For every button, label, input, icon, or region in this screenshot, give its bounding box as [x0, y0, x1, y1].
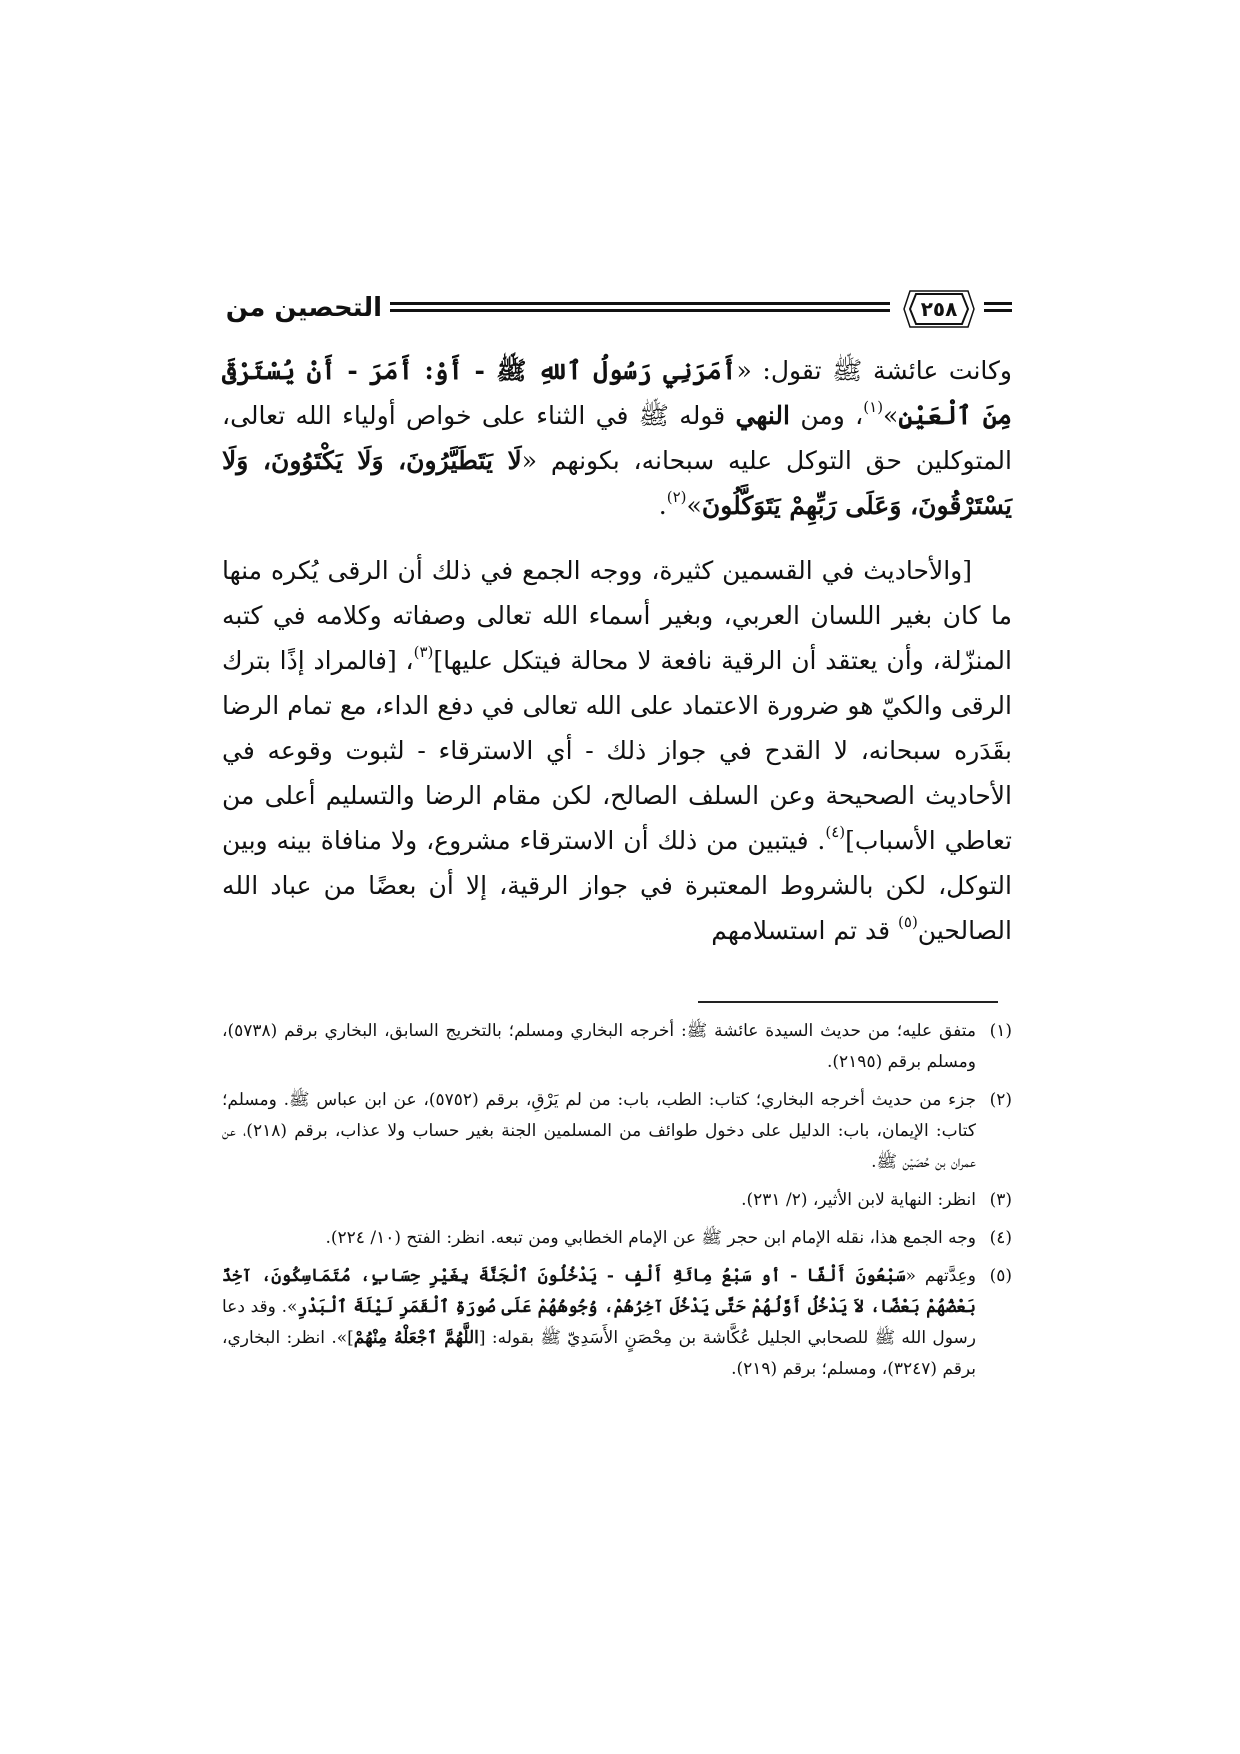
footnote-1 [222, 1016, 1012, 1078]
footnote-ref-1[interactable]: (١) [863, 397, 884, 416]
text-run: ، [فالمراد إذًا بترك الرقى والكيّ هو ضرورة الاعتماد على الله تعالى في دفع الداء، مع تمام الرضا بقَدَره سبحانه، لا القدح في جواز ذلك - أي الاسترقاء - لثبوت وقوعه في الأحاديث الصحيحة وعن السلف الصالح، لكن مقام الرضا والتسليم أعلى من تعاطي الأسباب] [222, 646, 1012, 855]
footnote-2 [222, 1085, 1012, 1178]
text-run: » [883, 401, 899, 430]
page-number-ornament [900, 288, 978, 330]
footnote-ref-2[interactable]: (٢) [666, 487, 687, 506]
footnote-text: متفق عليه؛ من حديث السيدة عائشة ﷺ: أخرجه البخاري ومسلم؛ بالتخريج السابق، البخاري برقم (٥٧٣٨)، ومسلم برقم (٢١٩٥). [222, 1021, 976, 1072]
header-double-rule-short [984, 302, 1012, 313]
footnote-number: (٥) [989, 1266, 1012, 1286]
footnote-number: (٢) [989, 1090, 1012, 1110]
hadith-quote: أَمَرَنِي رَسُولُ ٱللهِ ﷺ - أَوْ: أَمَرَ - أَنْ يُسْتَرْقَى مِنَ ٱلْعَيْنِ [222, 356, 1012, 430]
running-header [222, 290, 1012, 338]
text-run: . فيتبين من ذلك أن الاسترقاء مشروع، ولا منافاة بينه وبين التوكل، لكن بالشروط المعتبرة في جواز الرقية، إلا أن بعضًا من عباد الله الصالحين [222, 826, 1012, 945]
paragraph-1 [222, 348, 1012, 528]
main-text [222, 348, 1012, 953]
footnote-4 [222, 1223, 1012, 1254]
dua-quote: اللَّهُمَّ ٱجْعَلْهُ مِنْهُمْ [353, 1328, 479, 1348]
footnote-text: انظر: النهاية لابن الأثير، (٢/ ٢٣١). [741, 1190, 976, 1210]
paragraph-2 [222, 548, 1012, 953]
text-run: وكانت عائشة ﷺ تقول: « [736, 356, 1012, 385]
text-run: [والأحاديث في القسمين كثيرة، ووجه الجمع في ذلك أن الرقى يُكره منها ما كان بغير اللسان العربي، وبغير أسماء الله تعالى وصفاته وكلامه في كتبه المنزّلة، وأن يعتقد أن الرقية نافعة لا محالة فيتكل عليها] [222, 556, 1012, 675]
footnote-number: (٣) [989, 1190, 1012, 1210]
footnote-ref-5[interactable]: (٥) [898, 912, 918, 931]
footnote-ref-3[interactable]: (٣) [413, 642, 434, 661]
footnote-text: جزء من حديث أخرجه البخاري؛ كتاب: الطب، باب: من لم يَرْقِ، برقم (٥٧٥٢)، عن ابن عباس ﷺ. ومسلم؛ كتاب: الإيمان، باب: الدليل على دخول طوائف من المسلمين الجنة بغير حساب ولا عذاب، برقم (٢١٨)، عن عمران بن حُصَيْن ﷺ. [222, 1090, 976, 1172]
text-run: وعِدَّتهم « [905, 1266, 976, 1286]
text-run: » [686, 491, 702, 520]
footnote-separator [698, 1001, 998, 1003]
footnote-text: وجه الجمع هذا، نقله الإمام ابن حجر ﷺ عن الإمام الخطابي ومن تبعه. انظر: الفتح (١٠/ ٢٢٤). [325, 1228, 976, 1248]
footnote-number: (٤) [989, 1228, 1012, 1248]
footnote-ref-4[interactable]: (٤) [825, 822, 846, 841]
footnote-text [222, 1261, 976, 1385]
running-title: التحصين من [225, 293, 382, 323]
footnote-3 [222, 1185, 1012, 1216]
hadith-quote: سَبْعُونَ أَلْفًا - أو سَبْعُ مِائَةِ أَلْفٍ - يَدْخُلُونَ ٱلْجَنَّةَ بِغَيْرِ حِسَابٍ، مُتَمَاسِكُونَ، آخِذٌ بَعْضُهُمْ بَعْضًا، لاَ يَدْخُلُ أَوَّلُهُمْ حَتَّى يَدْخُلَ آخِرُهُمْ، وُجُوهُهُمْ عَلَى صُورَةِ ٱلْقَمَرِ لَيْلَةَ ٱلْبَدْرِ [222, 1266, 976, 1317]
text-run: . [658, 491, 667, 520]
bold-term: النهي [735, 401, 790, 430]
header-double-rule [390, 302, 890, 313]
hadith-quote: لَا يَتَطَيَّرُونَ، وَلَا يَكْتَوُونَ، وَلَا يَسْتَرْقُونَ، وَعَلَى رَبِّهِمْ يَتَوَكَّلُونَ [222, 446, 1012, 520]
footnote-number: (١) [989, 1021, 1012, 1041]
text-run: قد تم استسلامهم [711, 916, 899, 945]
text-run: ، ومن [790, 401, 864, 430]
footnotes [222, 1016, 1012, 1392]
text-run: ]». انظر: البخاري، برقم (٣٢٤٧)، ومسلم؛ برقم (٢١٩). [222, 1328, 976, 1379]
page-number: ٢٥٨ [920, 297, 958, 321]
footnote-5 [222, 1261, 1012, 1385]
text-run: ». وقد دعا رسول الله ﷺ للصحابي الجليل عُكَّاشة بن مِحْصَنٍ الأَسَدِيّ ﷺ بقوله: [ [222, 1297, 976, 1348]
text-run: قوله ﷺ في الثناء على خواص أولياء الله تعالى، المتوكلين حق التوكل عليه سبحانه، بكونهم « [222, 401, 1012, 475]
